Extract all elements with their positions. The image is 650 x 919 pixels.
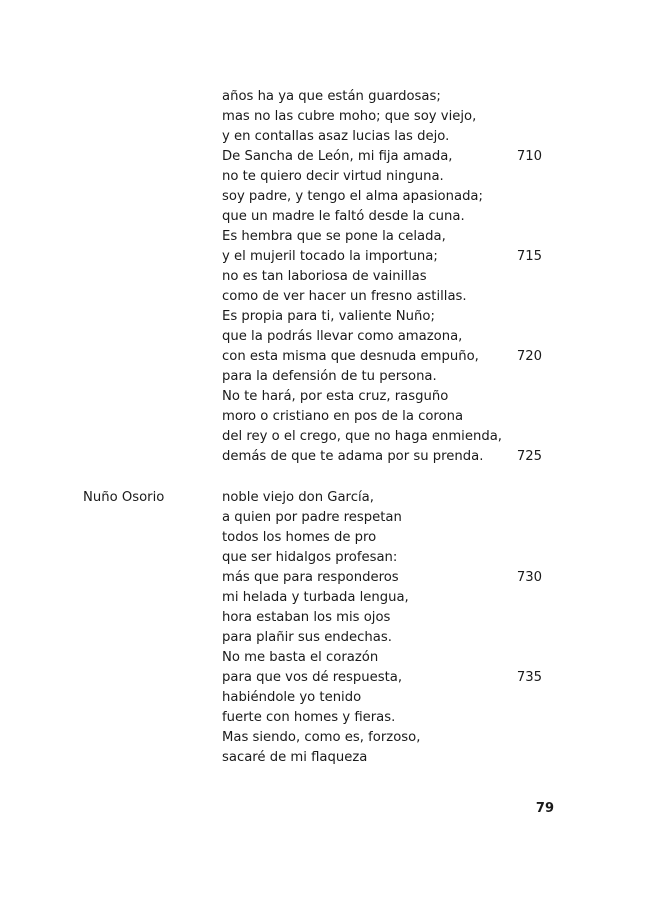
verse-line <box>0 107 650 127</box>
line-number: 710 <box>516 149 542 164</box>
verse-line <box>0 648 650 668</box>
verse-line <box>0 608 650 628</box>
verse-text: más que para responderos <box>222 570 399 585</box>
verse-text: que ser hidalgos profesan: <box>222 550 398 565</box>
verse-text: del rey o el crego, que no haga enmienda, <box>222 429 502 444</box>
verse-line <box>0 588 650 608</box>
page-number: 79 <box>535 801 554 816</box>
verse-line <box>0 407 650 427</box>
verse-text: no es tan laboriosa de vainillas <box>222 269 427 284</box>
verse-text: Mas siendo, como es, forzoso, <box>222 730 421 745</box>
verse-line <box>0 688 650 708</box>
verse-text: De Sancha de León, mi fija amada, <box>222 149 453 164</box>
line-number: 715 <box>516 249 542 264</box>
verse-text: soy padre, y tengo el alma apasionada; <box>222 189 483 204</box>
verse-text: moro o cristiano en pos de la corona <box>222 409 464 424</box>
verse-line <box>0 287 650 307</box>
verse-line <box>0 147 650 167</box>
verse-text: como de ver hacer un fresno astillas. <box>222 289 467 304</box>
verse-line <box>0 548 650 568</box>
verse-line <box>0 127 650 147</box>
verse-line <box>0 728 650 748</box>
verse-text: demás de que te adama por su prenda. <box>222 449 484 464</box>
verse-line <box>0 568 650 588</box>
verse-text: para que vos dé respuesta, <box>222 670 403 685</box>
verse-text: hora estaban los mis ojos <box>222 610 391 625</box>
verse-text: que la podrás llevar como amazona, <box>222 329 463 344</box>
verse-text: años ha ya que están guardosas; <box>222 89 441 104</box>
verse-line <box>0 227 650 247</box>
verse-text: Es propia para ti, valiente Nuño; <box>222 309 435 324</box>
verse-text: a quien por padre respetan <box>222 510 402 525</box>
line-number: 730 <box>516 570 542 585</box>
verse-text: con esta misma que desnuda empuño, <box>222 349 479 364</box>
speaker-name: Nuño Osorio <box>83 490 165 505</box>
verse-text: habiéndole yo tenido <box>222 690 362 705</box>
verse-text: fuerte con homes y fieras. <box>222 710 396 725</box>
verse-line <box>0 528 650 548</box>
verse-line <box>0 167 650 187</box>
verse-line <box>0 327 650 347</box>
verse-line <box>0 447 650 467</box>
verse-line <box>0 307 650 327</box>
verse-line <box>0 87 650 107</box>
verse-text: No te hará, por esta cruz, rasguño <box>222 389 449 404</box>
line-number: 725 <box>516 449 542 464</box>
verse-line <box>0 708 650 728</box>
verse-line <box>0 387 650 407</box>
verse-line <box>0 267 650 287</box>
verse-line <box>0 427 650 447</box>
verse-line <box>0 508 650 528</box>
verse-line <box>0 628 650 648</box>
verse-text: y en contallas asaz lucias las dejo. <box>222 129 450 144</box>
verse-line <box>0 367 650 387</box>
verse-line <box>0 207 650 227</box>
verse-text: No me basta el corazón <box>222 650 379 665</box>
verse-text: no te quiero decir virtud ninguna. <box>222 169 444 184</box>
verse-line <box>0 748 650 768</box>
verse-stanza <box>0 87 650 467</box>
verse-text: para plañir sus endechas. <box>222 630 392 645</box>
verse-text: noble viejo don García, <box>222 490 374 505</box>
verse-line <box>0 347 650 367</box>
line-number: 735 <box>516 670 542 685</box>
verse-line <box>0 247 650 267</box>
line-number: 720 <box>516 349 542 364</box>
verse-text: para la defensión de tu persona. <box>222 369 437 384</box>
verse-text: que un madre le faltó desde la cuna. <box>222 209 465 224</box>
verse-text: mas no las cubre moho; que soy viejo, <box>222 109 477 124</box>
verse-line <box>0 187 650 207</box>
verse-text: y el mujeril tocado la importuna; <box>222 249 438 264</box>
verse-text: sacaré de mi flaqueza <box>222 750 368 765</box>
verse-text: todos los homes de pro <box>222 530 377 545</box>
verse-text: Es hembra que se pone la celada, <box>222 229 446 244</box>
verse-line <box>0 488 650 508</box>
verse-line <box>0 668 650 688</box>
verse-stanza <box>0 488 650 768</box>
verse-text: mi helada y turbada lengua, <box>222 590 409 605</box>
